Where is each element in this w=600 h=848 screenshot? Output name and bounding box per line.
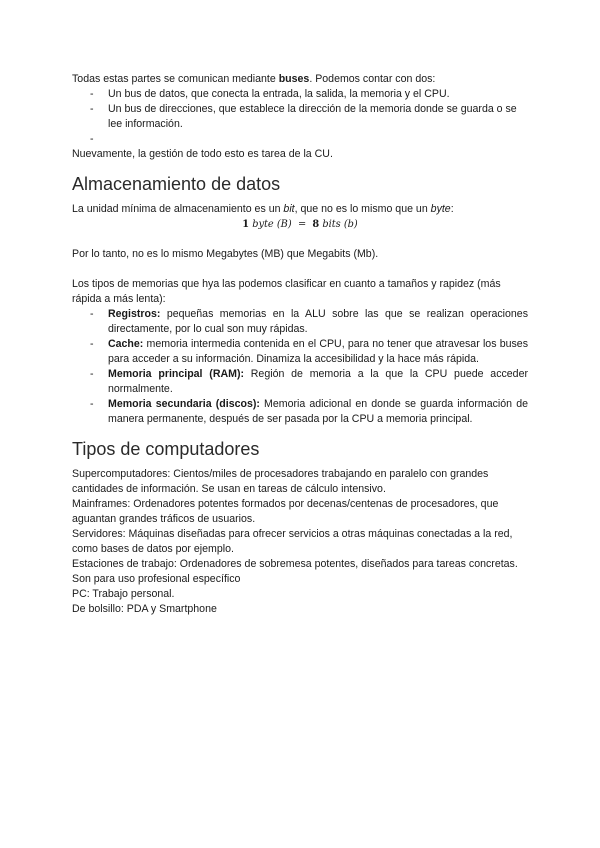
- bit-byte-paragraph: La unidad mínima de almacenamiento es un bit, que no es lo mismo que un byte:: [72, 203, 454, 215]
- list-item: - Memoria secundaria (discos): Memoria adicional en donde se guarda información de manera permanente, después de ser pasada por la CPU a memoria principal.: [90, 398, 528, 425]
- list-item: - Cache: memoria intermedia contenida en el CPU, para no tener que atravesar los buses para acceder a su información. Dinamiza la accesibilidad y la hace más rápida.: [90, 338, 528, 365]
- list-item: - Un bus de datos, que conecta la entrada, la salida, la memoria y el CPU.: [90, 88, 450, 100]
- byte-bits-formula: 1 byte (B) = 8 bits (b): [242, 219, 358, 230]
- computer-type-line: Supercomputadores: Cientos/miles de procesadores trabajando en paralelo con grandes cantidades de información. Se usan en tareas de cálculo intensivo.: [72, 468, 489, 495]
- buses-intro: [72, 72, 528, 87]
- computer-type-line: Servidores: Máquinas diseñadas para ofrecer servicios a otras máquinas conectadas a la red, como bases de datos por ejemplo.: [72, 528, 513, 555]
- computer-type-line: PC: Trabajo personal.: [72, 588, 175, 600]
- heading-almacenamiento: Almacenamiento de datos: [72, 174, 281, 194]
- list-item: - Memoria principal (RAM): Región de memoria a la que la CPU puede acceder normalmente.: [90, 368, 528, 395]
- computer-type-line: De bolsillo: PDA y Smartphone: [72, 603, 217, 615]
- document-page: [72, 72, 528, 617]
- bus-list: [72, 87, 528, 147]
- closing-paragraph: Nuevamente, la gestión de todo esto es tarea de la CU.: [72, 148, 333, 160]
- list-item-empty: -: [90, 133, 94, 145]
- list-item: - Registros: pequeñas memorias en la ALU sobre las que se realizan operaciones directamente, por lo cual son muy rápidas.: [90, 308, 528, 335]
- memory-types-intro: Los tipos de memorias que hya las podemos clasificar en cuanto a tamaños y rapidez (más rápida a más lenta):: [72, 278, 501, 305]
- computer-type-line: Mainframes: Ordenadores potentes formados por decenas/centenas de procesadores, que aguantan grandes tráficos de usuarios.: [72, 498, 499, 525]
- byte-term: byte: [430, 203, 451, 215]
- memory-list: [72, 307, 528, 427]
- intro-text-end: . Podemos contar con dos:: [309, 73, 436, 85]
- intro-text: Todas estas partes se comunican mediante: [72, 73, 279, 85]
- computer-type-line: Estaciones de trabajo: Ordenadores de sobremesa potentes, diseñados para tareas concretas. Son para uso profesional específico: [72, 558, 518, 585]
- bit-term: bit: [283, 203, 295, 215]
- heading-tipos-computadores: Tipos de computadores: [72, 439, 260, 459]
- buses-term: buses: [278, 73, 310, 85]
- mb-paragraph: Por lo tanto, no es lo mismo Megabytes (MB) que Megabits (Mb).: [72, 248, 379, 260]
- list-item: - Un bus de direcciones, que establece la dirección de la memoria donde se guarda o se lee información.: [90, 103, 517, 130]
